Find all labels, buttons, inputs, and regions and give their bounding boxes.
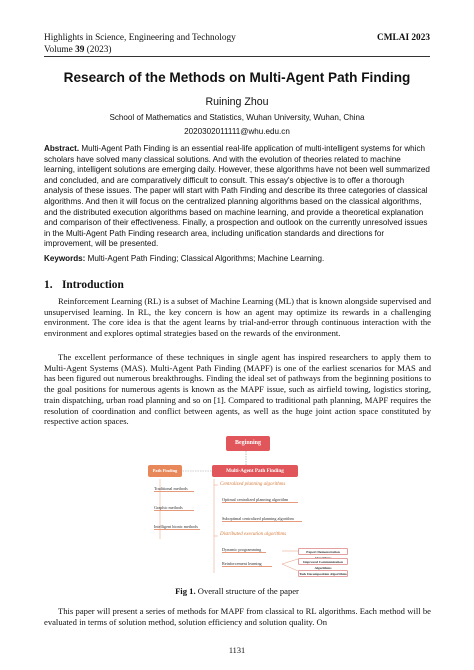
header-rule (44, 56, 430, 57)
reinforcement-learning: Reinforcement learning (222, 561, 272, 567)
expert-demo-box: Expert Demonstration (298, 548, 348, 555)
conference-name: CMLAI 2023 (377, 33, 430, 43)
section-heading (44, 279, 124, 291)
paragraph: This paper will present a series of methods for MAPF from classical to RL algorithms. Each method will be evaluated in terms of solution method, solution efficiency and solution quality. On (44, 606, 431, 627)
keywords (44, 254, 431, 265)
improved-comm-box: Improved Communication Algorithms (298, 558, 348, 565)
keywords-label: Keywords: (44, 254, 86, 263)
figure-overall-structure (140, 433, 352, 583)
path-finding-box: Path Finding (148, 465, 182, 477)
journal-name: Highlights in Science, Engineering and Technology (44, 33, 236, 43)
distributed-heading: Distributed execution algorithms (220, 532, 287, 537)
author-email[interactable]: 2020302011111@whu.edu.cn (184, 127, 290, 136)
volume-info (44, 45, 112, 56)
paragraph: The excellent performance of these techniques in single agent has inspired researchers to apply them to Multi-Agent Systems (MAS). Multi-Agent Path Finding (MAPF) is one of the earliest scenarios for MAS and has been figured out numerous breakthroughs. Finding the ideal set of pathways from the beginning positions to the goal positions for numerous agents is known as the MAPF issue, such as airfield towing, logistics storing, train dispatching, urban road planning and so on [1]. Compared to traditional path planning, MAPF requires the resolution of coordination and conflict between agents, as well as the huge joint action space constituted by respective action spaces. (44, 352, 431, 427)
abstract-label: Abstract. (44, 144, 80, 153)
volume-number: 39 (75, 45, 85, 55)
abstract (44, 144, 431, 250)
paper-title: Research of the Methods on Multi-Agent Path Finding (63, 70, 411, 85)
section-title: Introduction (62, 279, 124, 291)
figure-caption (0, 586, 474, 596)
mapf-box: Multi-Agent Path Finding (212, 465, 298, 477)
graphic-methods: Graphic methods (154, 505, 194, 511)
centralized-heading: Centralized planning algorithms (220, 482, 286, 487)
paragraph: Reinforcement Learning (RL) is a subset of Machine Learning (ML) that is known alongside supervised and unsupervised learning. In RL, the key concern is how an agent may optimize its rewards in a challenging environment. The core idea is that the agent learns by trial-and-error through continuous interaction with the environment and explores optimal strategies based on the rewards of the environment. (44, 296, 432, 339)
caption-label: Fig 1. (175, 586, 196, 596)
traditional-methods: Traditional methods (154, 486, 194, 492)
abstract-text: Multi-Agent Path Finding is an essential real-life application of multi-intelligent systems for which scholars have solved many classical solutions. And with the evolution of theories related to machine learning, intelligent solutions are emerging daily. However, these algorithms have not been well summarized and concluded, and are comparatively difficult to consult. This essay's objective is to offer a thorough analysis of these issues. The paper will start with Path Finding and describe its three categories of classical algorithms. And then it will focus on the centralized planning algorithms based on the classical algorithms, and the distributed execution algorithms based on machine learning, and provide a theoretical explanation and comparison of their effectiveness. Finally, a prospection and outlook on the currently unresolved issues in the Multi-Agent Path Finding research area, including unification standards and directions for improvement, will be presented. (44, 144, 430, 249)
task-decomp-box: Task Decomposition Algorithms (299, 572, 347, 576)
section-number: 1. (44, 279, 53, 291)
optimal-algorithm: Optimal centralized planning algorithm (222, 497, 298, 503)
suboptimal-algorithm: Suboptimal centralized planning algorithm (222, 516, 302, 522)
page-number: 1131 (228, 646, 246, 655)
beginning-box: Beginning (226, 436, 270, 451)
author-name: Ruining Zhou (205, 96, 269, 108)
volume-prefix: Volume (44, 45, 76, 55)
keywords-text: Multi-Agent Path Finding; Classical Algorithms; Machine Learning. (85, 254, 325, 263)
bionic-methods: Intelligent bionic methods (154, 524, 200, 530)
caption-text: Overall structure of the paper (195, 586, 299, 596)
volume-year: (2023) (84, 45, 112, 55)
author-affiliation: School of Mathematics and Statistics, Wuhan University, Wuhan, China (109, 113, 365, 122)
dynamic-programming: Dynamic programming (222, 547, 266, 553)
